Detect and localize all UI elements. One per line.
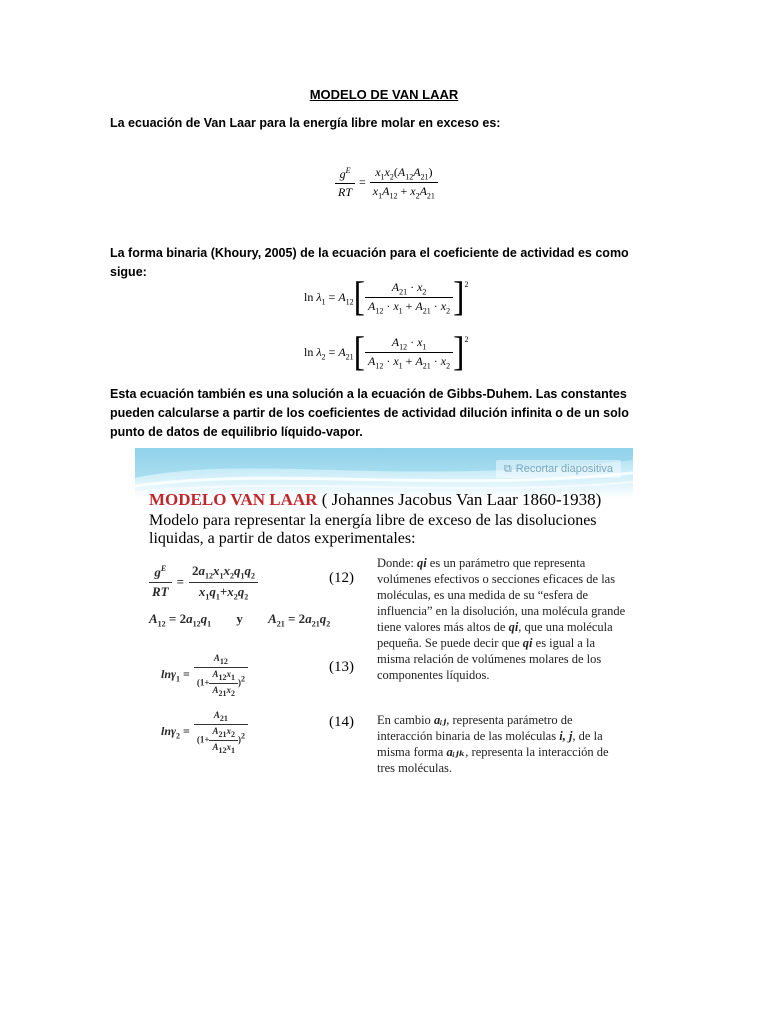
intro-paragraph: La ecuación de Van Laar para la energía libre molar en exceso es: — [110, 116, 501, 130]
ln-lambda1-equation: $\ln \lambda_1 = A_{12}$ [ $\frac{A_{21} \cdot x_2}{A_{12} \cdot x_1 + A_{21} \cdot x_2}$ ] $^2$ — [304, 275, 469, 320]
crop-icon: ⧉ — [503, 462, 512, 475]
slide-interaction-text: En cambio aᵢⱼ, representa parámetro de interacción binaria de las moléculas i, j, de la misma forma aᵢⱼₖ, representa la interacción de tres moléculas. — [377, 713, 609, 775]
slide-title: MODELO VAN LAAR ( Johannes Jacobus Van Laar 1860-1938) — [149, 490, 602, 509]
slide-eq-12: $\frac{g^E}{RT}$ = $\frac{2a_{12}x_1x_2q_1q_2}{x_1q_1+x_2q_2}$ — [149, 563, 258, 601]
gibbs-duhem-paragraph: Esta ecuación también es una solución a la ecuación de Gibbs-Duhem. Las constantes pueden calcularse a partir de los coeficientes de actividad dilución infinita o de un solo punto de datos de equilibrio líquido-vapor. — [110, 387, 629, 439]
eq-number-13: (13) — [329, 659, 354, 675]
slide-subtitle: Modelo para representar la energía libre de exceso de las disoluciones liquidas, a partir de datos experimentales: — [149, 512, 597, 547]
eq-number-14: (14) — [329, 714, 354, 730]
eq-number-12: (12) — [329, 570, 354, 586]
slide-where-text: Donde: qi es un parámetro que representa volúmenes efectivos o secciones eficaces de las moléculas, es una medida de su “esfera de influencia” en la disolución, una molécula grande tiene valores más altos de qi, que una molécula pequeña. Se puede decir que qi es igual a la misma relación de volúmenes molares de los componentes líquidos. — [377, 556, 626, 682]
crop-slide-button[interactable]: ⧉ Recortar diapositiva — [496, 460, 621, 478]
slide-image — [135, 448, 633, 793]
page-title: MODELO DE VAN LAAR — [309, 87, 459, 102]
slide-a-definitions: $A_{12} = 2a_{12}q_1$ y $A_{21} = 2a_{21}q_2$ — [149, 611, 331, 629]
slide-eq-14: lnγ$_2$ = $A_{21}$ (1+ $\frac{A_{21}x_2}{A_{12}x_1}$ )$^2$ — [161, 710, 248, 754]
ln-lambda2-equation: $\ln \lambda_2 = A_{21}$ [ $\frac{A_{12} \cdot x_1}{A_{12} \cdot x_1 + A_{21} \cdot x_2}$ ] $^2$ — [304, 330, 469, 375]
excess-gibbs-equation: $\frac{g^E}{RT}$ = $\frac{x_1x_2(A_{12}A_{21})}{x_1A_{12} + x_2A_{21}}$ — [335, 165, 438, 201]
slide-eq-13: lnγ$_1$ = $A_{12}$ (1+ $\frac{A_{12}x_1}{A_{21}x_2}$ )$^2$ — [161, 653, 248, 697]
binary-form-paragraph: La forma binaria (Khoury, 2005) de la ecuación para el coeficiente de actividad es como sigue: — [110, 246, 629, 279]
